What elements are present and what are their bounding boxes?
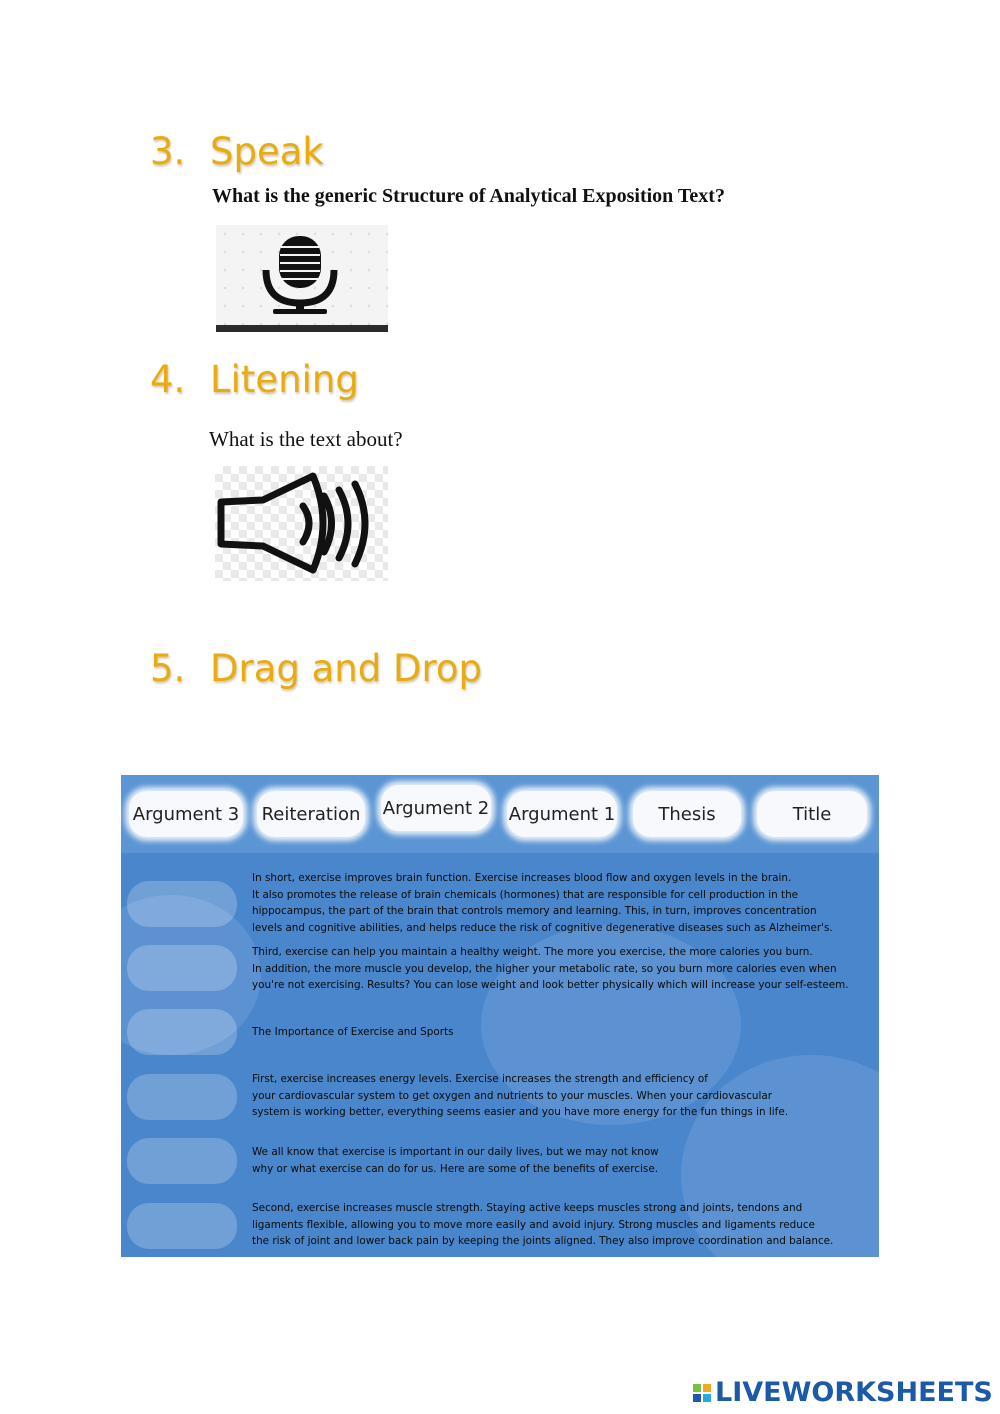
microphone-image[interactable] (216, 225, 388, 332)
drop-zone[interactable] (127, 1074, 237, 1120)
drop-zone[interactable] (127, 945, 237, 991)
drop-zone[interactable] (127, 1138, 237, 1184)
speaker-volume-icon (215, 466, 388, 581)
drop-zone[interactable] (127, 1009, 237, 1055)
paragraph-text: Second, exercise increases muscle strength. Staying active keeps muscles strong and joints, tendons and ligaments flexible, allowing you to move more easily and avoid injury. Strong muscles and ligaments reduce the risk of joint and lower back pain by keeping the joints aligned. They also improve coordination and balance. (252, 1202, 834, 1247)
section-title: Drag and Drop (210, 647, 483, 690)
image-caption-bar (216, 325, 388, 332)
section-number: 5. (150, 647, 186, 690)
listening-question: What is the text about? (209, 427, 403, 451)
draggable-label[interactable]: Reiteration (257, 791, 365, 837)
logo-icon (693, 1384, 711, 1402)
paragraph-text: The Importance of Exercise and Sports (252, 1026, 454, 1038)
section-5-heading (150, 647, 483, 690)
microphone-icon (216, 225, 388, 332)
speak-question: What is the generic Structure of Analytical Exposition Text? (212, 185, 725, 207)
speaker-audio-player[interactable] (215, 466, 388, 581)
section-number: 3. (150, 130, 186, 173)
paragraph-text: First, exercise increases energy levels. Exercise increases the strength and efficiency of your cardiovascular system to get oxygen and nutrients to your muscles. When your cardiovascular system is working better, everything seems easier and you have more energy for the fun things in life. (252, 1073, 789, 1118)
section-3-heading (150, 130, 324, 173)
label-bank (121, 775, 879, 853)
drop-zone[interactable] (127, 1203, 237, 1249)
drop-zone[interactable] (127, 881, 237, 927)
draggable-label[interactable]: Title (757, 791, 867, 837)
section-number: 4. (150, 358, 186, 401)
draggable-label[interactable]: Thesis (633, 791, 741, 837)
drag-and-drop-activity (121, 775, 879, 1257)
section-title: Speak (210, 130, 324, 173)
draggable-label[interactable]: Argument 1 (507, 791, 617, 837)
liveworksheets-logo (693, 1377, 993, 1408)
draggable-label[interactable]: Argument 2 (381, 785, 491, 831)
paragraph-text: In short, exercise improves brain function. Exercise increases blood flow and oxygen levels in the brain. It also promotes the release of brain chemicals (hormones) that are responsible for cell production in the hippocampus, the part of the brain that controls memory and learning. This, in turn, improves concentration levels and cognitive abilities, and helps reduce the risk of cognitive degenerative diseases such as Alzheimer's. (252, 872, 833, 934)
paragraph-text: Third, exercise can help you maintain a healthy weight. The more you exercise, the more calories you burn. In addition, the more muscle you develop, the higher your metabolic rate, so you burn more calories even when you're not exercising. Results? You can lose weight and look better physically which will increase your self-esteem. (252, 946, 849, 991)
draggable-label[interactable]: Argument 3 (129, 791, 243, 837)
section-4-heading (150, 358, 359, 401)
paragraph-text: We all know that exercise is important in our daily lives, but we may not know why or what exercise can do for us. Here are some of the benefits of exercise. (252, 1146, 659, 1175)
brand-name: LIVEWORKSHEETS (715, 1377, 993, 1408)
section-title: Litening (210, 358, 359, 401)
